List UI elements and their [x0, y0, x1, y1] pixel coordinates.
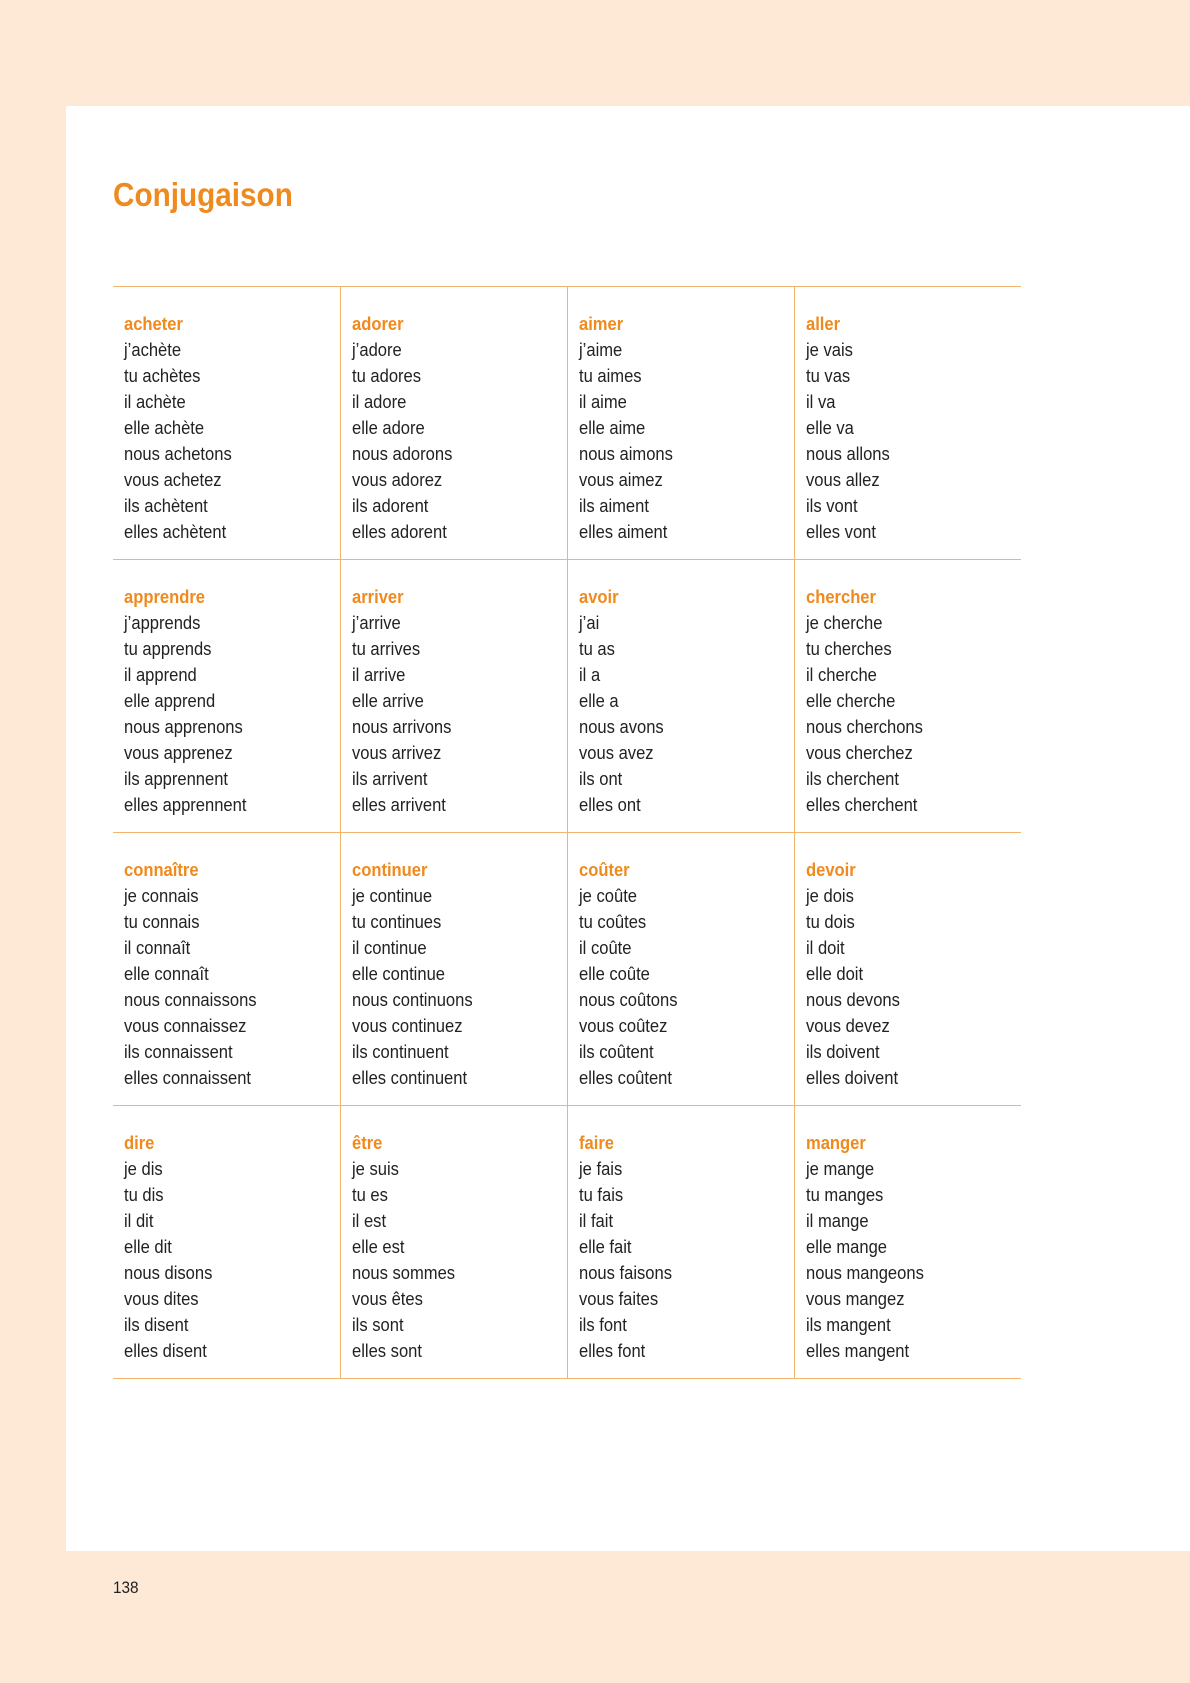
verb-infinitive: manger	[805, 1133, 866, 1153]
table-row	[113, 287, 1021, 560]
verb-infinitive: apprendre	[124, 587, 205, 607]
conjugated-form: il est	[351, 1211, 386, 1231]
conjugated-form: elle va	[805, 418, 854, 438]
conjugated-form: elles mangent	[805, 1341, 909, 1361]
verb-cell	[340, 1106, 567, 1379]
conjugated-form: vous coûtez	[578, 1016, 667, 1036]
verb-infinitive: avoir	[578, 587, 619, 607]
conjugated-form: elles adorent	[351, 522, 447, 542]
conjugated-form: il arrive	[351, 665, 405, 685]
conjugated-form: vous dites	[124, 1289, 199, 1309]
conjugated-form: tu es	[351, 1185, 388, 1205]
conjugated-form: nous continuons	[351, 990, 473, 1010]
conjugated-form: elles achètent	[124, 522, 227, 542]
conjugated-form: nous mangeons	[805, 1263, 924, 1283]
conjugated-form: elles font	[578, 1341, 645, 1361]
conjugated-form: il mange	[805, 1211, 869, 1231]
conjugated-form: ils aiment	[578, 496, 649, 516]
conjugated-form: elle cherche	[805, 691, 895, 711]
conjugated-form: je mange	[805, 1159, 874, 1179]
conjugated-form: tu fais	[578, 1185, 623, 1205]
conjugated-form: elles doivent	[805, 1068, 898, 1088]
conjugated-form: elles apprennent	[124, 795, 247, 815]
conjugated-form: nous apprenons	[124, 717, 243, 737]
conjugated-form: ils font	[578, 1315, 627, 1335]
conjugated-form: elle aime	[578, 418, 645, 438]
verb-cell	[567, 287, 794, 560]
conjugated-form: nous aimons	[578, 444, 673, 464]
conjugated-form: ils achètent	[124, 496, 208, 516]
conjugated-form: nous connaissons	[124, 990, 257, 1010]
conjugated-form: elles disent	[124, 1341, 207, 1361]
page-title: Conjugaison	[113, 176, 293, 213]
conjugated-form: nous cherchons	[805, 717, 923, 737]
conjugated-form: elle a	[578, 691, 619, 711]
conjugated-form: tu adores	[351, 366, 421, 386]
verb-cell	[794, 1106, 1021, 1379]
conjugated-form: tu dois	[805, 912, 855, 932]
conjugated-form: elle achète	[124, 418, 205, 438]
verb-cell	[794, 833, 1021, 1106]
verb-infinitive: arriver	[351, 587, 404, 607]
conjugated-form: ils disent	[124, 1315, 189, 1335]
conjugated-form: elle continue	[351, 964, 445, 984]
verb-cell	[113, 1106, 340, 1379]
verb-infinitive: adorer	[351, 314, 404, 334]
conjugated-form: elles aiment	[578, 522, 667, 542]
conjugation-table	[113, 286, 1021, 1379]
conjugated-form: vous achetez	[124, 470, 222, 490]
conjugated-form: nous devons	[805, 990, 900, 1010]
conjugated-form: elle apprend	[124, 691, 216, 711]
conjugated-form: il adore	[351, 392, 406, 412]
conjugated-form: elle connaît	[124, 964, 209, 984]
conjugated-form: tu manges	[805, 1185, 883, 1205]
table-row	[113, 833, 1021, 1106]
verb-cell	[567, 560, 794, 833]
conjugated-form: je continue	[351, 886, 432, 906]
conjugated-form: nous achetons	[124, 444, 232, 464]
conjugated-form: tu cherches	[805, 639, 892, 659]
conjugated-form: j’apprends	[124, 613, 201, 633]
conjugated-form: tu continues	[351, 912, 441, 932]
conjugated-form: vous cherchez	[805, 743, 913, 763]
verb-infinitive: connaître	[124, 860, 199, 880]
conjugated-form: elle dit	[124, 1237, 172, 1257]
conjugated-form: il doit	[805, 938, 845, 958]
conjugated-form: vous connaissez	[124, 1016, 247, 1036]
conjugated-form: elles coûtent	[578, 1068, 672, 1088]
conjugated-form: j’achète	[124, 340, 182, 360]
conjugated-form: tu connais	[124, 912, 200, 932]
conjugated-form: tu aimes	[578, 366, 642, 386]
conjugated-form: vous faites	[578, 1289, 658, 1309]
conjugated-form: j’aime	[578, 340, 622, 360]
conjugated-form: il apprend	[124, 665, 197, 685]
conjugated-form: tu dis	[124, 1185, 164, 1205]
conjugated-form: nous allons	[805, 444, 890, 464]
conjugated-form: il a	[578, 665, 600, 685]
conjugated-form: tu apprends	[124, 639, 212, 659]
conjugated-form: je cherche	[805, 613, 882, 633]
conjugated-form: tu coûtes	[578, 912, 646, 932]
conjugated-form: il dit	[124, 1211, 154, 1231]
verb-cell	[113, 560, 340, 833]
verb-infinitive: devoir	[805, 860, 856, 880]
conjugated-form: elle doit	[805, 964, 863, 984]
conjugated-form: j’arrive	[351, 613, 401, 633]
conjugated-form: vous continuez	[351, 1016, 462, 1036]
conjugated-form: nous avons	[578, 717, 664, 737]
conjugated-form: il cherche	[805, 665, 877, 685]
conjugated-form: nous arrivons	[351, 717, 451, 737]
verb-cell	[113, 287, 340, 560]
conjugated-form: vous devez	[805, 1016, 890, 1036]
verb-cell	[340, 287, 567, 560]
conjugated-form: tu as	[578, 639, 615, 659]
conjugated-form: je connais	[124, 886, 199, 906]
conjugated-form: vous allez	[805, 470, 880, 490]
conjugated-form: ils doivent	[805, 1042, 880, 1062]
verb-infinitive: aller	[805, 314, 840, 334]
conjugated-form: elles vont	[805, 522, 876, 542]
conjugated-form: nous faisons	[578, 1263, 672, 1283]
conjugated-form: vous aimez	[578, 470, 663, 490]
conjugated-form: elle coûte	[578, 964, 650, 984]
conjugated-form: ils adorent	[351, 496, 428, 516]
verb-cell	[340, 833, 567, 1106]
verb-infinitive: dire	[124, 1133, 155, 1153]
conjugated-form: elle mange	[805, 1237, 887, 1257]
conjugated-form: ils mangent	[805, 1315, 891, 1335]
conjugated-form: elles continuent	[351, 1068, 467, 1088]
verb-cell	[794, 287, 1021, 560]
verb-cell	[794, 560, 1021, 833]
conjugated-form: tu arrives	[351, 639, 420, 659]
conjugated-form: vous arrivez	[351, 743, 441, 763]
conjugated-form: ils cherchent	[805, 769, 899, 789]
conjugated-form: j’adore	[351, 340, 402, 360]
verb-cell	[567, 1106, 794, 1379]
conjugated-form: vous êtes	[351, 1289, 423, 1309]
verb-infinitive: être	[351, 1133, 382, 1153]
conjugated-form: elles cherchent	[805, 795, 917, 815]
conjugated-form: ils sont	[351, 1315, 404, 1335]
verb-cell	[340, 560, 567, 833]
conjugated-form: nous adorons	[351, 444, 452, 464]
conjugated-form: vous adorez	[351, 470, 442, 490]
conjugated-form: elles sont	[351, 1341, 422, 1361]
conjugated-form: il va	[805, 392, 835, 412]
verb-infinitive: aimer	[578, 314, 623, 334]
conjugated-form: il achète	[124, 392, 186, 412]
conjugated-form: ils continuent	[351, 1042, 449, 1062]
conjugated-form: il connaît	[124, 938, 191, 958]
verb-infinitive: continuer	[351, 860, 427, 880]
conjugated-form: il fait	[578, 1211, 613, 1231]
conjugated-form: je vais	[805, 340, 853, 360]
conjugated-form: elles ont	[578, 795, 641, 815]
conjugated-form: tu achètes	[124, 366, 201, 386]
conjugated-form: elles connaissent	[124, 1068, 252, 1088]
conjugated-form: vous mangez	[805, 1289, 904, 1309]
conjugated-form: vous avez	[578, 743, 654, 763]
table-row	[113, 560, 1021, 833]
conjugated-form: je suis	[351, 1159, 399, 1179]
conjugated-form: nous coûtons	[578, 990, 678, 1010]
verb-infinitive: faire	[578, 1133, 614, 1153]
conjugated-form: nous sommes	[351, 1263, 455, 1283]
conjugated-form: tu vas	[805, 366, 850, 386]
verb-cell	[113, 833, 340, 1106]
conjugated-form: ils arrivent	[351, 769, 427, 789]
conjugated-form: je dis	[124, 1159, 163, 1179]
conjugated-form: il aime	[578, 392, 627, 412]
verb-infinitive: chercher	[805, 587, 876, 607]
conjugated-form: il continue	[351, 938, 427, 958]
conjugated-form: elle adore	[351, 418, 425, 438]
conjugated-form: elle arrive	[351, 691, 424, 711]
conjugated-form: je fais	[578, 1159, 622, 1179]
conjugated-form: vous apprenez	[124, 743, 233, 763]
conjugated-form: ils ont	[578, 769, 622, 789]
conjugated-form: il coûte	[578, 938, 631, 958]
conjugated-form: elle est	[351, 1237, 404, 1257]
conjugated-form: j’ai	[578, 613, 599, 633]
conjugated-form: ils connaissent	[124, 1042, 233, 1062]
page-number: 138	[113, 1578, 139, 1597]
conjugated-form: nous disons	[124, 1263, 213, 1283]
table-row	[113, 1106, 1021, 1379]
conjugated-form: ils vont	[805, 496, 858, 516]
conjugated-form: ils apprennent	[124, 769, 229, 789]
verb-cell	[567, 833, 794, 1106]
verb-infinitive: acheter	[124, 314, 183, 334]
conjugated-form: ils coûtent	[578, 1042, 654, 1062]
verb-infinitive: coûter	[578, 860, 630, 880]
conjugated-form: je coûte	[578, 886, 637, 906]
conjugated-form: je dois	[805, 886, 854, 906]
conjugated-form: elle fait	[578, 1237, 631, 1257]
conjugated-form: elles arrivent	[351, 795, 446, 815]
